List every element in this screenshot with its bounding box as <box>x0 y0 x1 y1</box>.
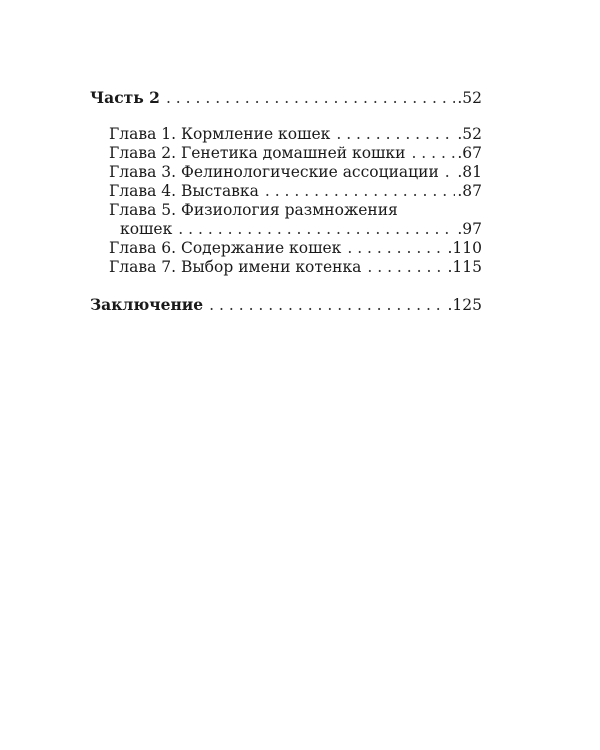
toc-page-number: .115 <box>447 258 482 276</box>
toc-page-number: .87 <box>457 182 482 200</box>
toc-entry-label-continuation: кошек <box>120 220 173 238</box>
toc-page-number: .97 <box>457 220 482 238</box>
toc-entry-label: Глава 7. Выбор имени котенка <box>109 258 362 276</box>
toc-page-number: .52 <box>457 125 482 143</box>
toc-page-number: .110 <box>447 239 482 257</box>
toc-page-number: .67 <box>457 144 482 162</box>
toc-page-number: .125 <box>447 296 482 314</box>
dot-leader <box>411 144 455 163</box>
table-of-contents <box>90 88 482 315</box>
toc-entry-chapter-4 <box>90 182 482 201</box>
dot-leader <box>336 125 455 144</box>
dot-leader <box>367 258 445 277</box>
toc-entry-label: Глава 3. Фелинологические ассоциации <box>109 163 439 181</box>
dot-leader <box>166 89 455 108</box>
dot-leader <box>445 163 456 182</box>
toc-entry-label: Заключение <box>90 295 204 314</box>
toc-entry-chapter-2 <box>90 144 482 163</box>
toc-page-number: .52 <box>457 89 482 107</box>
toc-entry-label: Глава 5. Физиология размножения <box>109 201 398 219</box>
toc-entry-chapter-6 <box>90 239 482 258</box>
toc-entry-chapter-5 <box>90 201 482 220</box>
dot-leader <box>347 239 445 258</box>
toc-entry-chapter-7 <box>90 258 482 277</box>
toc-entry-label: Часть 2 <box>90 88 160 107</box>
dot-leader <box>178 220 455 239</box>
dot-leader <box>209 296 445 315</box>
toc-entry-label: Глава 4. Выставка <box>109 182 259 200</box>
toc-entry-chapter-5-continuation <box>90 220 482 239</box>
toc-entry-label: Глава 6. Содержание кошек <box>109 239 342 257</box>
toc-entry-part-2 <box>90 88 482 108</box>
toc-page-number: .81 <box>457 163 482 181</box>
toc-entry-conclusion <box>90 295 482 315</box>
toc-entry-label: Глава 1. Кормление кошек <box>109 125 331 143</box>
spacer <box>90 108 482 125</box>
toc-entry-chapter-3 <box>90 163 482 182</box>
toc-entry-label: Глава 2. Генетика домашней кошки <box>109 144 406 162</box>
toc-entry-chapter-1 <box>90 125 482 144</box>
spacer <box>90 277 482 295</box>
dot-leader <box>265 182 456 201</box>
